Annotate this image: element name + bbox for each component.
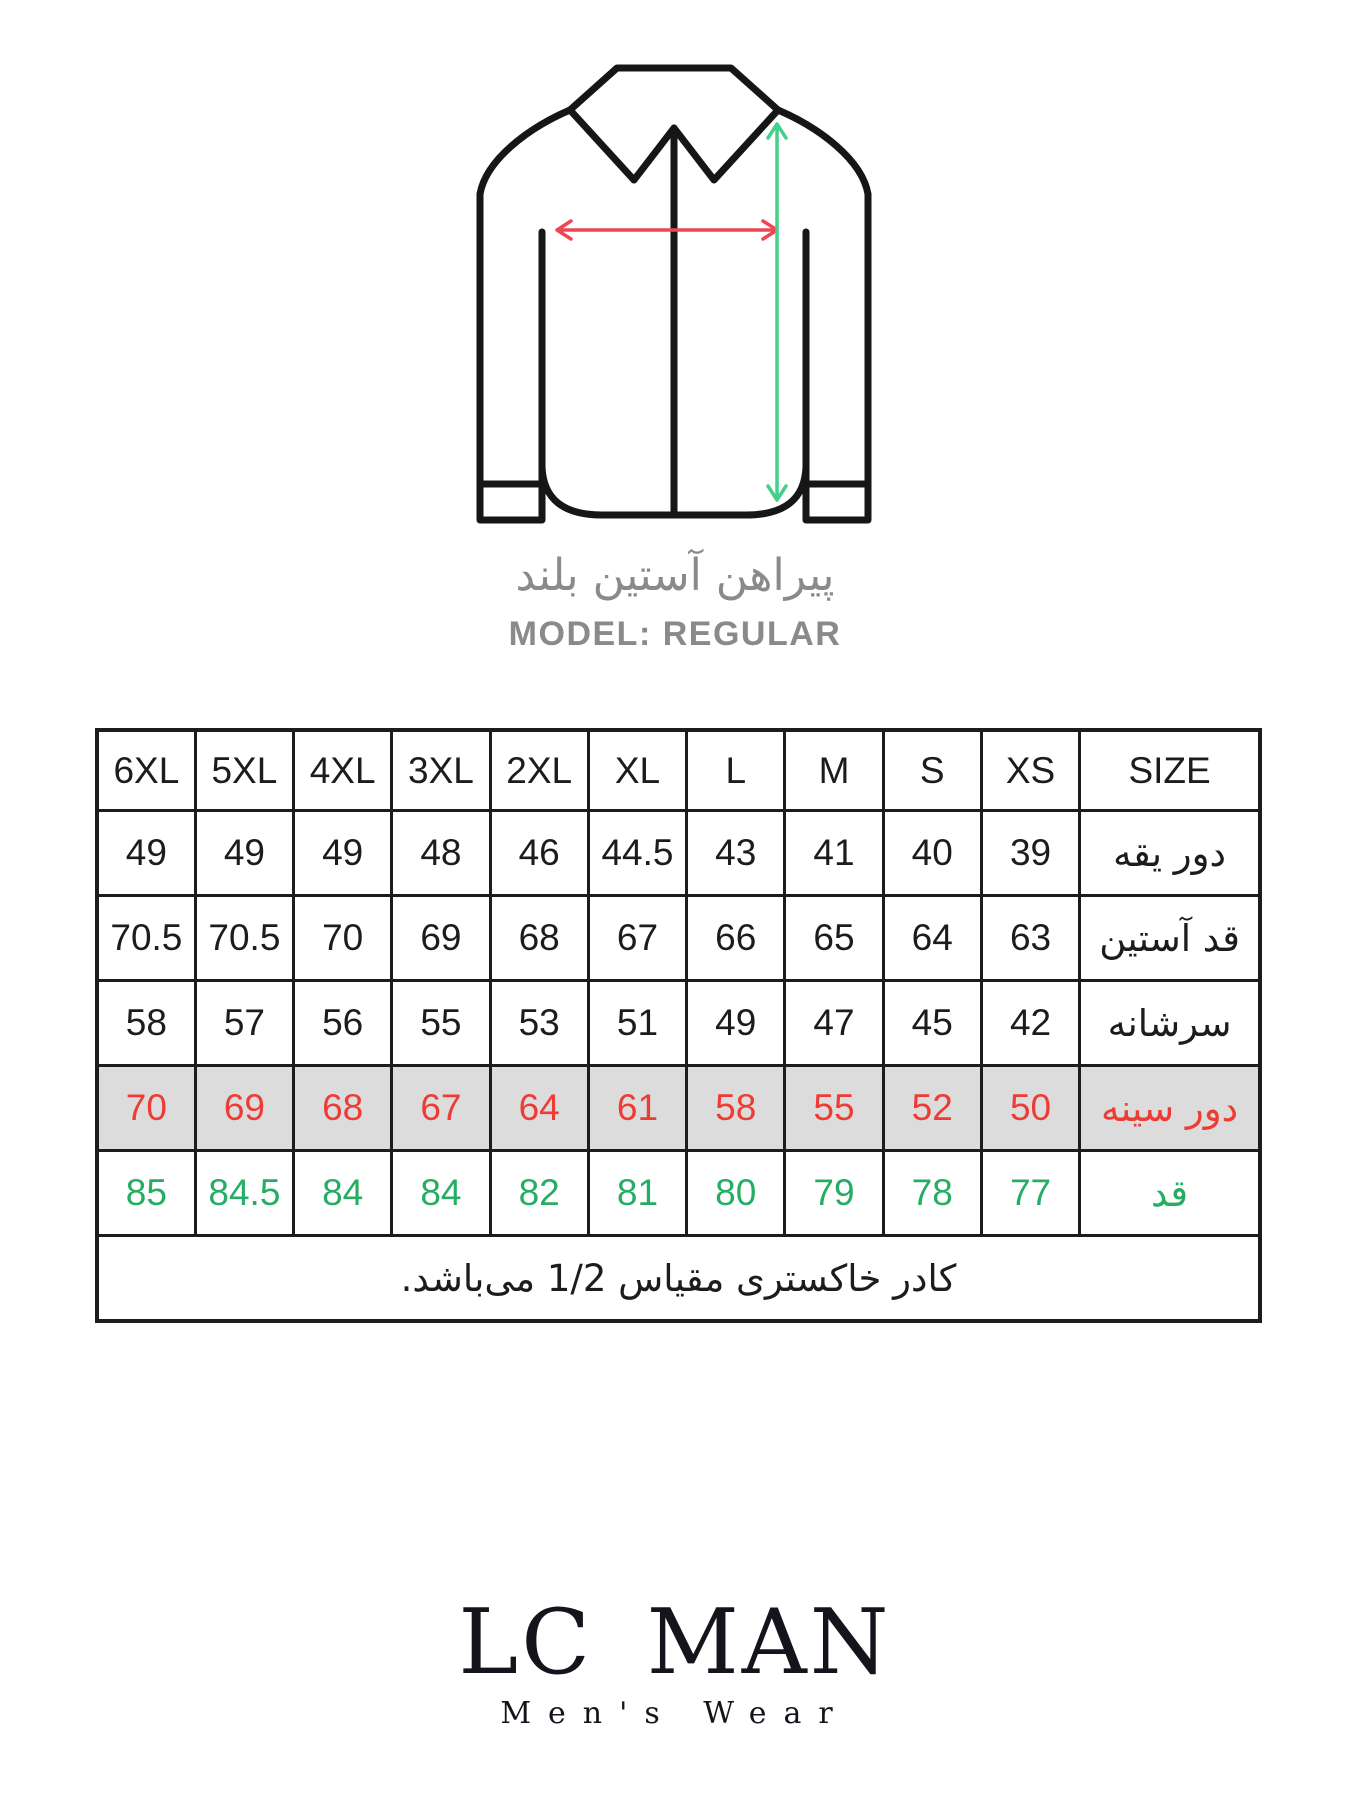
measurement-cell: 48: [392, 811, 490, 896]
measurement-cell: 84.5: [195, 1151, 293, 1236]
measurement-cell: 84: [392, 1151, 490, 1236]
measurement-cell: 68: [294, 1066, 392, 1151]
size-column-header: M: [785, 730, 883, 811]
length-arrow: [768, 124, 786, 500]
measurement-row: [97, 981, 1260, 1066]
measurement-cell: 82: [490, 1151, 588, 1236]
measurement-cell: 79: [785, 1151, 883, 1236]
measurement-row: [97, 1066, 1260, 1151]
measurement-cell: 68: [490, 896, 588, 981]
shirt-diagram: [462, 62, 888, 532]
measurement-cell: 64: [490, 1066, 588, 1151]
measurement-cell: 47: [785, 981, 883, 1066]
measurement-cell: 85: [97, 1151, 195, 1236]
brand-name: LC MAN: [458, 1590, 892, 1695]
row-label: قد: [1080, 1151, 1260, 1236]
measurement-cell: 49: [195, 811, 293, 896]
measurement-cell: 65: [785, 896, 883, 981]
measurement-cell: 70: [294, 896, 392, 981]
measurement-cell: 42: [981, 981, 1079, 1066]
measurement-row: [97, 896, 1260, 981]
brand-tagline: Men's Wear: [500, 1696, 850, 1731]
measurement-cell: 77: [981, 1151, 1079, 1236]
size-column-header: 5XL: [195, 730, 293, 811]
measurement-cell: 57: [195, 981, 293, 1066]
size-table: [95, 728, 1262, 1323]
measurement-cell: 49: [97, 811, 195, 896]
measurement-row: [97, 811, 1260, 896]
measurement-cell: 39: [981, 811, 1079, 896]
measurement-cell: 61: [588, 1066, 686, 1151]
measurement-row: [97, 1151, 1260, 1236]
garment-title: پیراهن آستین بلند: [515, 550, 835, 601]
measurement-cell: 49: [294, 811, 392, 896]
size-column-header: S: [883, 730, 981, 811]
measurement-cell: 45: [883, 981, 981, 1066]
measurement-cell: 56: [294, 981, 392, 1066]
measurement-cell: 43: [687, 811, 785, 896]
measurement-cell: 70.5: [195, 896, 293, 981]
shirt-right-sleeve-outline: [778, 110, 868, 520]
measurement-cell: 69: [195, 1066, 293, 1151]
brand-logo: [0, 1590, 1350, 1731]
measurement-cell: 63: [981, 896, 1079, 981]
measurement-cell: 52: [883, 1066, 981, 1151]
measurement-cell: 53: [490, 981, 588, 1066]
measurement-cell: 55: [392, 981, 490, 1066]
size-column-header: 4XL: [294, 730, 392, 811]
note-row: [97, 1236, 1260, 1322]
scale-note: کادر خاکستری مقیاس 1/2 می‌باشد.: [97, 1236, 1260, 1322]
measurement-cell: 81: [588, 1151, 686, 1236]
measurement-cell: 64: [883, 896, 981, 981]
row-label: قد آستین: [1080, 896, 1260, 981]
measurement-cell: 51: [588, 981, 686, 1066]
size-column-header: 2XL: [490, 730, 588, 811]
row-label: سرشانه: [1080, 981, 1260, 1066]
measurement-cell: 58: [687, 1066, 785, 1151]
model-label: MODEL: REGULAR: [508, 615, 842, 653]
measurement-cell: 58: [97, 981, 195, 1066]
table-header-row: [97, 730, 1260, 811]
size-column-header: 6XL: [97, 730, 195, 811]
shirt-left-sleeve-outline: [480, 110, 570, 520]
measurement-cell: 84: [294, 1151, 392, 1236]
measurement-cell: 50: [981, 1066, 1079, 1151]
measurement-cell: 46: [490, 811, 588, 896]
shirt-illustration: [462, 62, 888, 532]
measurement-cell: 70: [97, 1066, 195, 1151]
size-column-header: SIZE: [1080, 730, 1260, 811]
measurement-cell: 70.5: [97, 896, 195, 981]
measurement-cell: 69: [392, 896, 490, 981]
measurement-cell: 67: [588, 896, 686, 981]
measurement-cell: 49: [687, 981, 785, 1066]
measurement-cell: 66: [687, 896, 785, 981]
size-column-header: XS: [981, 730, 1079, 811]
row-label: دور یقه: [1080, 811, 1260, 896]
measurement-cell: 78: [883, 1151, 981, 1236]
size-column-header: L: [687, 730, 785, 811]
measurement-cell: 41: [785, 811, 883, 896]
row-label: دور سینه: [1080, 1066, 1260, 1151]
measurement-cell: 80: [687, 1151, 785, 1236]
measurement-cell: 67: [392, 1066, 490, 1151]
measurement-cell: 44.5: [588, 811, 686, 896]
size-table-wrap: [95, 728, 1262, 1323]
size-column-header: XL: [588, 730, 686, 811]
measurement-cell: 55: [785, 1066, 883, 1151]
measurement-cell: 40: [883, 811, 981, 896]
size-column-header: 3XL: [392, 730, 490, 811]
chest-width-arrow: [557, 221, 777, 239]
